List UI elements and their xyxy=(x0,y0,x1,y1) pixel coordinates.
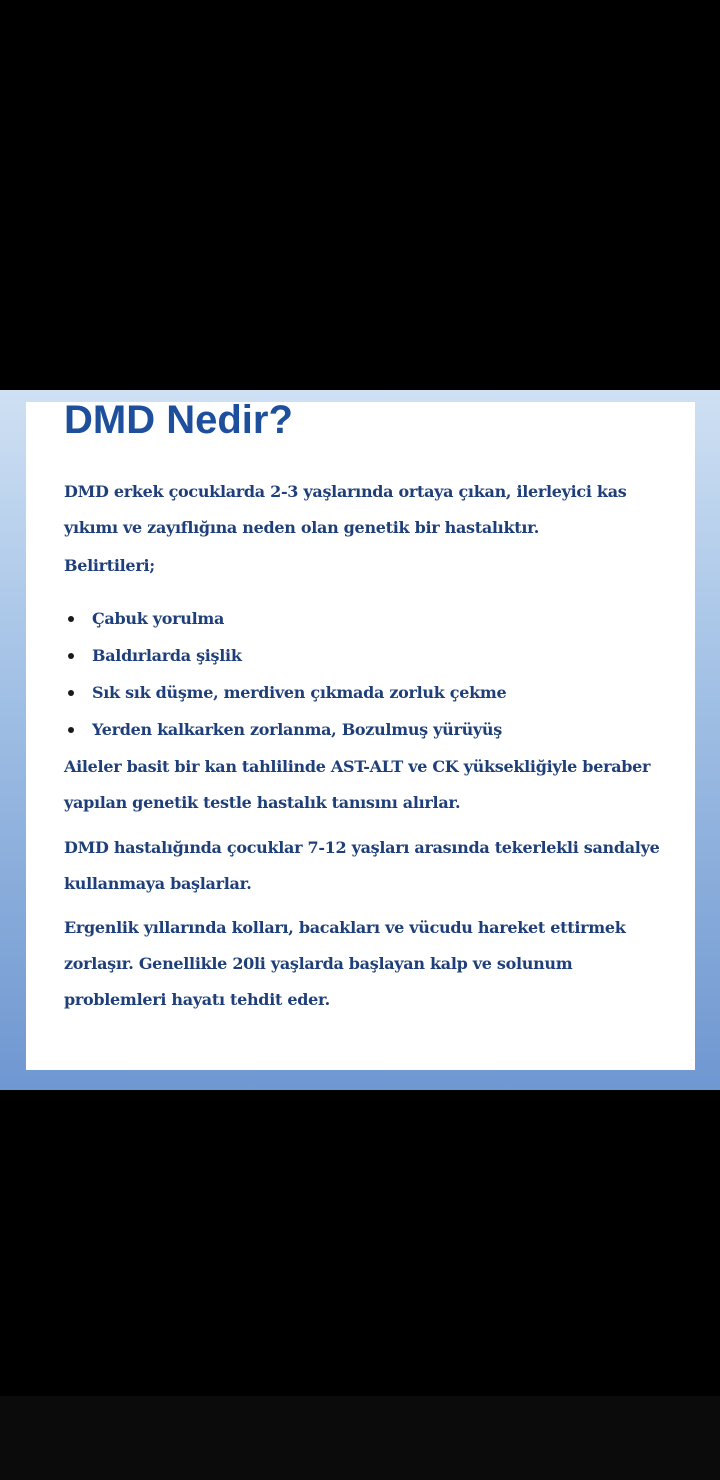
intro-paragraph xyxy=(64,474,689,546)
symptom-text: Çabuk yorulma xyxy=(92,609,225,628)
symptom-text: Yerden kalkarken zorlanma, Bozulmuş yürüyüş xyxy=(92,720,502,739)
info-card xyxy=(26,402,695,1070)
bullet-icon xyxy=(68,616,74,622)
diagnosis-paragraph xyxy=(64,749,689,821)
bullet-icon xyxy=(68,727,74,733)
diagnosis-line-1: Aileler basit bir kan tahlilinde AST-ALT ve CK yüksekliğiyle beraber xyxy=(64,757,651,776)
diagnosis-line-2: yapılan genetik testle hastalık tanısını alırlar. xyxy=(64,793,461,812)
wheelchair-line-1: DMD hastalığında çocuklar 7-12 yaşları arasında tekerlekli sandalye xyxy=(64,838,660,857)
list-item xyxy=(64,600,506,637)
symptoms-heading: Belirtileri; xyxy=(64,556,155,575)
wheelchair-line-2: kullanmaya başlarlar. xyxy=(64,874,252,893)
list-item xyxy=(64,637,506,674)
adolescence-paragraph xyxy=(64,910,689,1018)
bullet-icon xyxy=(68,653,74,659)
bullet-icon xyxy=(68,690,74,696)
list-item xyxy=(64,711,506,748)
adolescence-line-2: zorlaşır. Genellikle 20li yaşlarda başlayan kalp ve solunum xyxy=(64,954,573,973)
intro-line-2: yıkımı ve zayıflığına neden olan genetik bir hastalıktır. xyxy=(64,518,540,537)
symptom-text: Sık sık düşme, merdiven çıkmada zorluk çekme xyxy=(92,683,507,702)
shared-image[interactable] xyxy=(0,390,720,1090)
adolescence-line-3: problemleri hayatı tehdit eder. xyxy=(64,990,330,1009)
navigation-bar xyxy=(0,1396,720,1480)
intro-line-1: DMD erkek çocuklarda 2-3 yaşlarında ortaya çıkan, ilerleyici kas xyxy=(64,482,627,501)
wheelchair-paragraph xyxy=(64,830,689,902)
adolescence-line-1: Ergenlik yıllarında kolları, bacakları ve vücudu hareket ettirmek xyxy=(64,918,626,937)
symptom-text: Baldırlarda şişlik xyxy=(92,646,242,665)
list-item xyxy=(64,674,506,711)
symptoms-list xyxy=(64,600,506,748)
card-title: DMD Nedir? xyxy=(64,402,293,442)
